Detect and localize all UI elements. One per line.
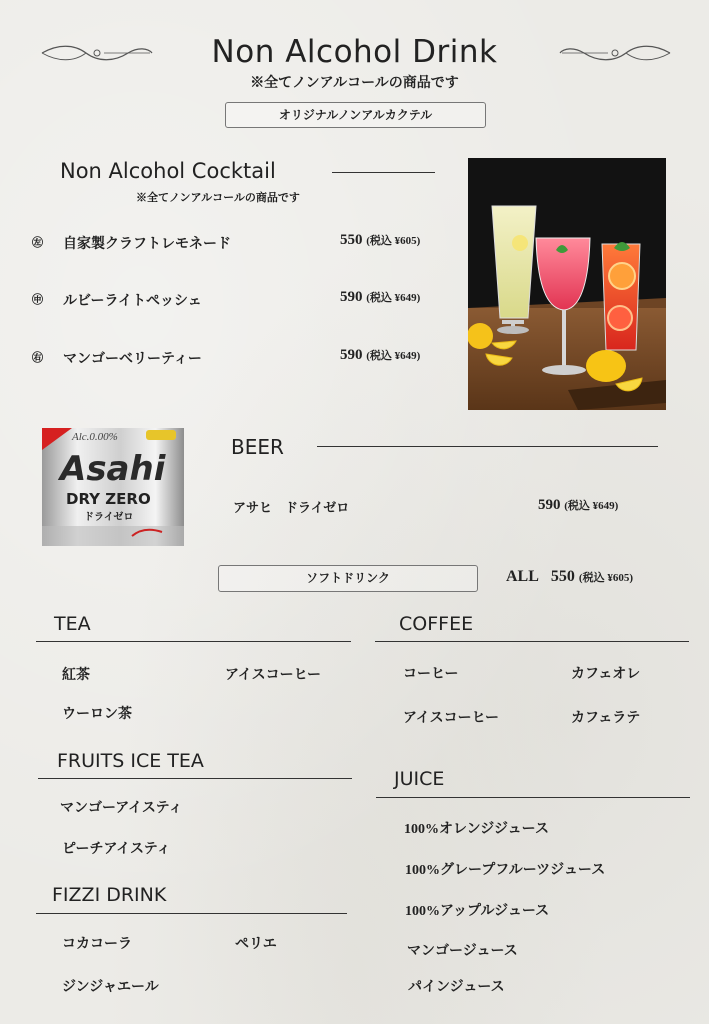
beer-item-name: アサヒ ドライゼロ xyxy=(233,500,350,515)
tea-item: ウーロン茶 xyxy=(62,707,132,722)
position-mark-right: ㊨ xyxy=(32,352,43,364)
position-mark-left: ㊧ xyxy=(32,237,43,249)
fizzi-drink-item: コカコーラ xyxy=(62,937,132,952)
juice-item: 100%グレープフルーツジュース xyxy=(405,863,606,878)
can-product-jp-text: ドライゼロ xyxy=(84,512,134,523)
coffee-heading-rule xyxy=(375,641,689,642)
cocktail-heading: Non Alcohol Cocktail xyxy=(60,159,276,183)
tea-item: アイスコーヒー xyxy=(225,668,322,683)
original-cocktail-box-label: オリジナルノンアルカクテル xyxy=(225,102,486,128)
soft-drink-all-price: ALL 550 (税込 ¥605) xyxy=(506,568,633,585)
beer-heading: BEER xyxy=(231,435,284,459)
can-alc-text: Alc.0.00% xyxy=(72,431,118,443)
juice-heading: JUICE xyxy=(394,768,445,790)
cocktail-note: ※全てノンアルコールの商品です xyxy=(136,192,300,204)
tea-heading-rule xyxy=(36,641,351,642)
soft-drink-box-label: ソフトドリンク xyxy=(218,565,478,592)
cocktail-row-3 xyxy=(32,345,452,369)
juice-heading-rule xyxy=(376,797,690,798)
coffee-item: カフェラテ xyxy=(571,711,641,726)
cocktail-row-1 xyxy=(32,230,452,254)
beer-heading-rule xyxy=(317,446,658,447)
juice-item: マンゴージュース xyxy=(407,944,518,959)
juice-item: パインジュース xyxy=(408,980,505,995)
fruits-ice-tea-heading: FRUITS ICE TEA xyxy=(57,750,204,772)
position-mark-center: ㊥ xyxy=(32,294,43,306)
page-title: Non Alcohol Drink xyxy=(211,34,498,70)
tea-item: 紅茶 xyxy=(62,668,90,683)
fruits-ice-tea-item: ピーチアイスティ xyxy=(62,842,171,857)
cocktail-heading-rule xyxy=(332,172,435,173)
menu-item-name: ルビーライトペッシェ xyxy=(63,294,202,309)
fizzi-drink-item: ジンジャエール xyxy=(62,980,159,995)
cocktail-row-2 xyxy=(32,287,452,311)
beer-item-price: 590 (税込 ¥649) xyxy=(538,497,619,513)
page-subtitle: ※全てノンアルコールの商品です xyxy=(250,76,459,91)
fizzi-drink-item: ペリエ xyxy=(235,937,277,952)
beer-can-image xyxy=(42,428,184,546)
coffee-item: アイスコーヒー xyxy=(403,711,500,726)
can-brand-text: Asahi xyxy=(60,449,166,489)
tea-heading: TEA xyxy=(54,613,91,635)
menu-item-price: 590 (税込 ¥649) xyxy=(340,347,421,363)
fizzi-drink-heading: FIZZI DRINK xyxy=(52,884,167,906)
fizzi-drink-heading-rule xyxy=(36,913,347,914)
juice-item: 100%アップルジュース xyxy=(405,904,550,919)
fruits-ice-tea-item: マンゴーアイスティ xyxy=(60,801,183,816)
coffee-item: カフェオレ xyxy=(571,667,641,682)
can-product-text: DRY ZERO xyxy=(66,490,151,508)
fruits-ice-tea-heading-rule xyxy=(38,778,352,779)
juice-item: 100%オレンジジュース xyxy=(404,822,549,837)
menu-item-price: 550 (税込 ¥605) xyxy=(340,232,421,248)
menu-item-name: マンゴーベリーティー xyxy=(63,352,202,367)
menu-item-name: 自家製クラフトレモネード xyxy=(63,237,231,252)
cocktail-photo xyxy=(468,158,666,410)
coffee-heading: COFFEE xyxy=(399,613,474,635)
coffee-item: コーヒー xyxy=(403,667,459,682)
menu-item-price: 590 (税込 ¥649) xyxy=(340,289,421,305)
